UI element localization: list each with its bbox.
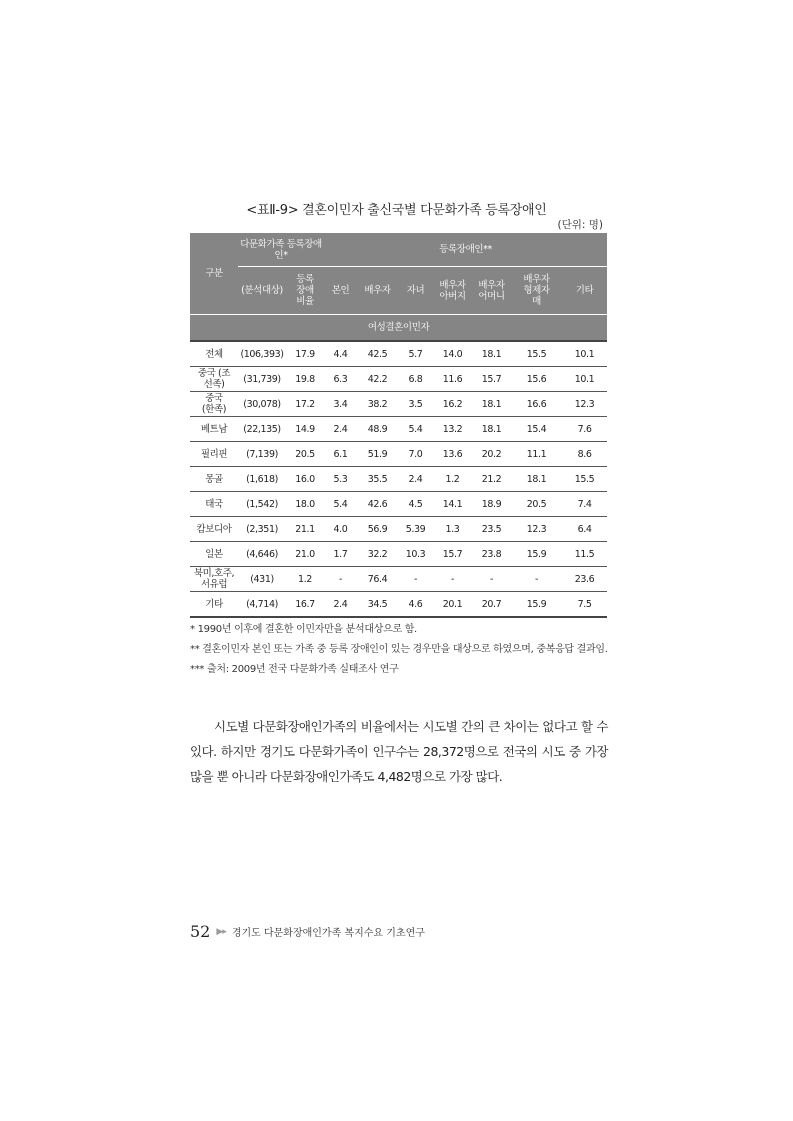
cell-other: 15.5	[562, 467, 607, 492]
table-row	[190, 517, 607, 542]
cell-rate: 1.2	[286, 567, 324, 592]
cell-spouse-father: -	[433, 567, 472, 592]
cell-spouse-sibling: 15.9	[511, 592, 562, 618]
cell-spouse: 38.2	[357, 392, 398, 417]
cell-rate: 21.0	[286, 542, 324, 567]
cell-target: (431)	[238, 567, 286, 592]
table-row	[190, 341, 607, 367]
cell-rate: 17.2	[286, 392, 324, 417]
cell-self: 6.1	[324, 442, 357, 467]
cell-spouse-sibling: 15.9	[511, 542, 562, 567]
cell-other: 10.1	[562, 341, 607, 367]
cell-other: 7.5	[562, 592, 607, 618]
cell-rate: 16.0	[286, 467, 324, 492]
cell-rate: 21.1	[286, 517, 324, 542]
cell-other: 6.4	[562, 517, 607, 542]
header-gubun: 구분	[190, 233, 238, 315]
cell-spouse-sibling: 11.1	[511, 442, 562, 467]
cell-spouse: 56.9	[357, 517, 398, 542]
row-label: 캄보디아	[190, 517, 238, 542]
cell-spouse-sibling: 16.6	[511, 392, 562, 417]
note-1: * 1990년 이후에 결혼한 이민자만을 분석대상으로 함.	[190, 624, 417, 635]
cell-other: 8.6	[562, 442, 607, 467]
cell-rate: 16.7	[286, 592, 324, 618]
page-number: 52	[190, 922, 211, 941]
cell-spouse-father: 1.2	[433, 467, 472, 492]
cell-spouse: 32.2	[357, 542, 398, 567]
running-title: 경기도 다문화장애인가족 복지수요 기초연구	[231, 928, 425, 939]
header-spouse-sibling: 배우자 형제자매	[511, 267, 562, 315]
row-label: 북미,호주, 서유럽	[190, 567, 238, 592]
cell-spouse-father: 20.1	[433, 592, 472, 618]
cell-self: 6.3	[324, 367, 357, 392]
cell-target: (30,078)	[238, 392, 286, 417]
cell-spouse-father: 14.0	[433, 341, 472, 367]
table-row	[190, 392, 607, 417]
row-label: 기타	[190, 592, 238, 618]
cell-rate: 17.9	[286, 341, 324, 367]
header-child: 자녀	[398, 267, 433, 315]
header-spouse-mother: 배우자 어머니	[472, 267, 511, 315]
cell-self: 4.4	[324, 341, 357, 367]
row-label: 중국 (조선족)	[190, 367, 238, 392]
cell-target: (106,393)	[238, 341, 286, 367]
cell-target: (22,135)	[238, 417, 286, 442]
row-label: 베트남	[190, 417, 238, 442]
cell-spouse-father: 13.6	[433, 442, 472, 467]
table-row	[190, 592, 607, 618]
cell-rate: 14.9	[286, 417, 324, 442]
cell-spouse-father: 16.2	[433, 392, 472, 417]
header-spouse: 배우자	[357, 267, 398, 315]
cell-spouse: 42.2	[357, 367, 398, 392]
cell-other: 11.5	[562, 542, 607, 567]
cell-other: 23.6	[562, 567, 607, 592]
cell-self: -	[324, 567, 357, 592]
cell-spouse-father: 11.6	[433, 367, 472, 392]
cell-child: 2.4	[398, 467, 433, 492]
header-group-multicultural: 다문화가족 등록장애인*	[238, 233, 324, 267]
body-paragraph: 시도별 다문화장애인가족의 비율에서는 시도별 간의 큰 차이는 없다고 할 수 있다. 하지만 경기도 다문화가족이 인구수는 28,372명으로 전국의 시도 중 가장 많을 뿐 아니라 다문화장애인가족도 4,482명으로 가장 많다.	[190, 719, 608, 784]
cell-self: 2.4	[324, 417, 357, 442]
table-row	[190, 542, 607, 567]
cell-spouse-sibling: 20.5	[511, 492, 562, 517]
cell-spouse-mother: 20.2	[472, 442, 511, 467]
cell-rate: 20.5	[286, 442, 324, 467]
cell-target: (7,139)	[238, 442, 286, 467]
cell-other: 7.6	[562, 417, 607, 442]
unit-label: (단위: 명)	[557, 219, 603, 231]
cell-spouse-sibling: 15.6	[511, 367, 562, 392]
cell-spouse-sibling: -	[511, 567, 562, 592]
band-label: 여성결혼이민자	[190, 315, 607, 342]
cell-spouse-mother: 18.1	[472, 392, 511, 417]
cell-child: 10.3	[398, 542, 433, 567]
header-group-registered: 등록장애인**	[324, 233, 607, 267]
row-label: 필리핀	[190, 442, 238, 467]
table-notes	[190, 622, 608, 682]
note-3: *** 출처: 2009년 전국 다문화가족 실태조사 연구	[190, 664, 399, 675]
table-row	[190, 442, 607, 467]
table-row	[190, 417, 607, 442]
cell-spouse: 35.5	[357, 467, 398, 492]
table-row	[190, 492, 607, 517]
cell-rate: 19.8	[286, 367, 324, 392]
row-label: 일본	[190, 542, 238, 567]
header-self: 본인	[324, 267, 357, 315]
cell-spouse-father: 15.7	[433, 542, 472, 567]
cell-spouse-father: 14.1	[433, 492, 472, 517]
cell-self: 5.4	[324, 492, 357, 517]
header-other: 기타	[562, 267, 607, 315]
note-2: ** 결혼이민자 본인 또는 가족 중 등록 장애인이 있는 경우만을 대상으로 하였으며, 중복응답 결과임.	[190, 644, 608, 655]
table-row	[190, 467, 607, 492]
cell-child: 7.0	[398, 442, 433, 467]
cell-spouse: 34.5	[357, 592, 398, 618]
cell-other: 12.3	[562, 392, 607, 417]
cell-spouse: 51.9	[357, 442, 398, 467]
cell-spouse: 42.5	[357, 341, 398, 367]
cell-target: (2,351)	[238, 517, 286, 542]
cell-self: 5.3	[324, 467, 357, 492]
cell-spouse-mother: 20.7	[472, 592, 511, 618]
cell-child: 3.5	[398, 392, 433, 417]
cell-spouse-mother: 18.9	[472, 492, 511, 517]
cell-spouse-mother: 23.5	[472, 517, 511, 542]
disability-table	[190, 233, 607, 618]
cell-spouse-father: 1.3	[433, 517, 472, 542]
row-label: 전체	[190, 341, 238, 367]
cell-spouse-sibling: 15.5	[511, 341, 562, 367]
row-label: 중국 (한족)	[190, 392, 238, 417]
row-label: 태국	[190, 492, 238, 517]
cell-spouse-mother: -	[472, 567, 511, 592]
cell-spouse: 42.6	[357, 492, 398, 517]
cell-child: 5.39	[398, 517, 433, 542]
table-row	[190, 567, 607, 592]
cell-spouse-mother: 15.7	[472, 367, 511, 392]
arrow-icon: ▶▸	[216, 926, 226, 937]
cell-child: 6.8	[398, 367, 433, 392]
cell-child: 4.6	[398, 592, 433, 618]
cell-child: 5.4	[398, 417, 433, 442]
header-spouse-father: 배우자 아버지	[433, 267, 472, 315]
cell-spouse-mother: 21.2	[472, 467, 511, 492]
cell-rate: 18.0	[286, 492, 324, 517]
cell-spouse-sibling: 18.1	[511, 467, 562, 492]
cell-spouse-sibling: 15.4	[511, 417, 562, 442]
cell-child: -	[398, 567, 433, 592]
cell-target: (4,646)	[238, 542, 286, 567]
cell-spouse-father: 13.2	[433, 417, 472, 442]
cell-self: 4.0	[324, 517, 357, 542]
header-rate: 등록 장애 비율	[286, 267, 324, 315]
cell-spouse: 76.4	[357, 567, 398, 592]
cell-spouse-mother: 18.1	[472, 417, 511, 442]
table-title: <표Ⅱ-9> 결혼이민자 출신국별 다문화가족 등록장애인	[246, 203, 547, 218]
cell-spouse: 48.9	[357, 417, 398, 442]
cell-child: 4.5	[398, 492, 433, 517]
cell-other: 7.4	[562, 492, 607, 517]
row-label: 몽골	[190, 467, 238, 492]
table-row	[190, 367, 607, 392]
cell-target: (1,542)	[238, 492, 286, 517]
cell-self: 3.4	[324, 392, 357, 417]
cell-other: 10.1	[562, 367, 607, 392]
cell-target: (4,714)	[238, 592, 286, 618]
cell-target: (31,739)	[238, 367, 286, 392]
cell-spouse-mother: 18.1	[472, 341, 511, 367]
cell-self: 1.7	[324, 542, 357, 567]
cell-child: 5.7	[398, 341, 433, 367]
cell-spouse-mother: 23.8	[472, 542, 511, 567]
cell-spouse-sibling: 12.3	[511, 517, 562, 542]
page-footer	[190, 922, 425, 941]
cell-target: (1,618)	[238, 467, 286, 492]
cell-self: 2.4	[324, 592, 357, 618]
header-target: (분석대상)	[238, 267, 286, 315]
